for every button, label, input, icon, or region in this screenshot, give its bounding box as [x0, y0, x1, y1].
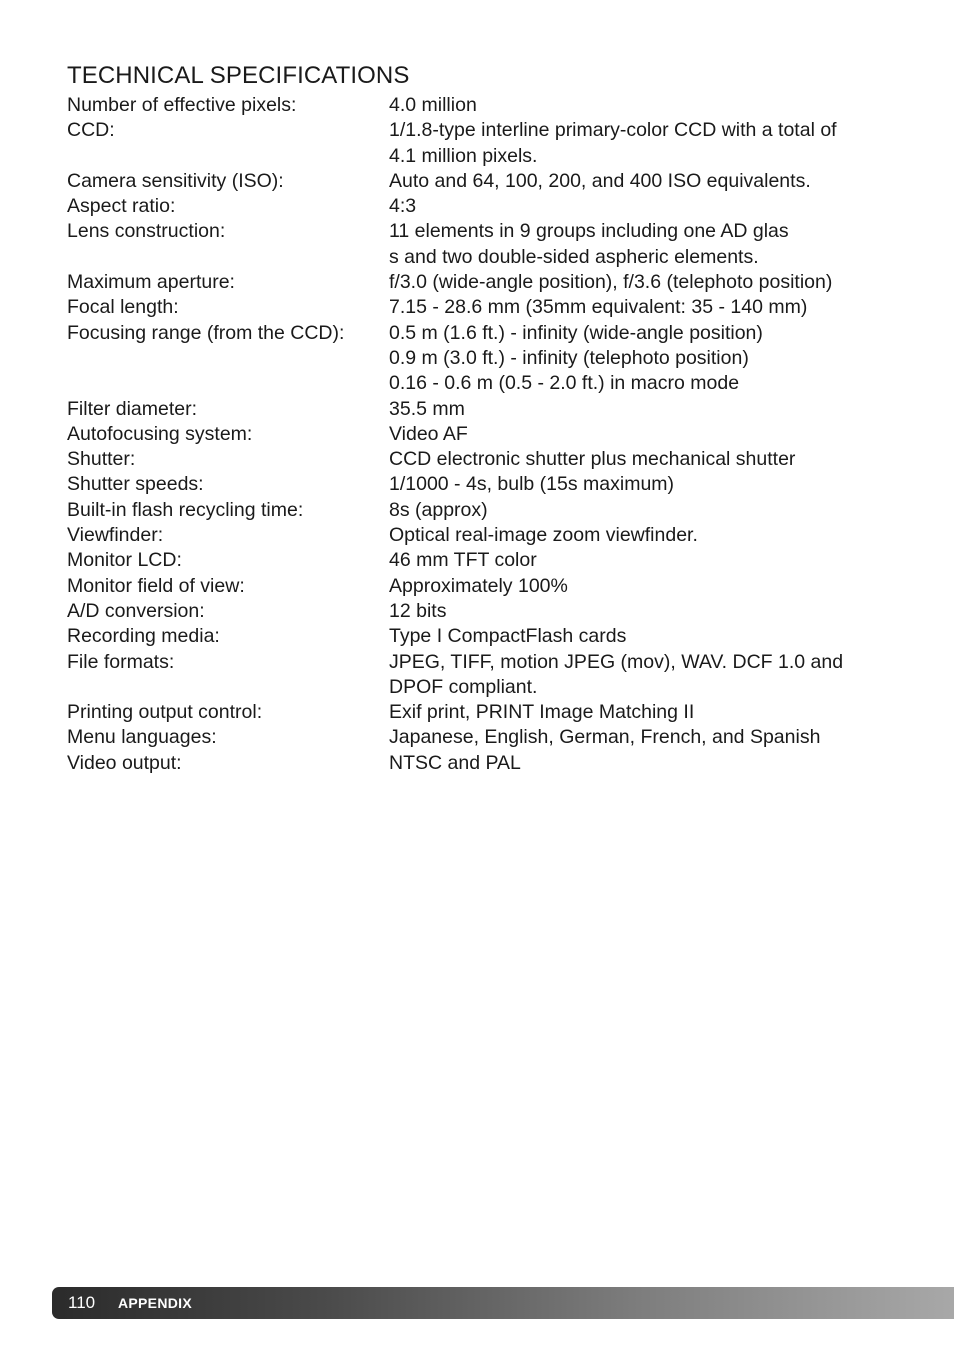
spec-value	[389, 624, 927, 649]
page-title: TECHNICAL SPECIFICATIONS	[67, 62, 410, 89]
spec-row	[67, 194, 927, 219]
spec-label: Camera sensitivity (ISO):	[67, 169, 284, 192]
spec-value-line: 46 mm TFT color	[389, 549, 537, 572]
spec-value-line: 4:3	[389, 195, 417, 218]
spec-row	[67, 599, 927, 624]
spec-label: Filter diameter:	[67, 397, 198, 420]
spec-value	[389, 523, 927, 548]
spec-value-line: CCD electronic shutter plus mechanical shutter	[389, 448, 796, 471]
spec-value-line: 0.5 m (1.6 ft.) - infinity (wide-angle position)	[389, 321, 763, 344]
spec-row	[67, 700, 927, 725]
spec-table	[67, 93, 927, 776]
spec-value	[389, 93, 927, 118]
spec-label: Recording media:	[67, 625, 220, 648]
spec-value-line: 12 bits	[389, 599, 447, 622]
spec-row	[67, 498, 927, 523]
spec-row	[67, 548, 927, 573]
spec-label: A/D conversion:	[67, 599, 205, 622]
spec-value	[389, 295, 927, 320]
spec-row	[67, 219, 927, 270]
spec-value-line: 8s (approx)	[389, 498, 488, 521]
spec-label: Viewfinder:	[67, 524, 164, 547]
spec-value	[389, 447, 927, 472]
spec-label: Video output:	[67, 751, 182, 774]
spec-value-line: NTSC and PAL	[389, 751, 521, 774]
spec-value	[389, 321, 927, 397]
spec-label: Maximum aperture:	[67, 271, 235, 294]
spec-value	[389, 472, 927, 497]
section-label: APPENDIX	[118, 1295, 192, 1311]
spec-value-line: Japanese, English, German, French, and Spanish	[389, 726, 821, 749]
spec-label: Shutter:	[67, 448, 136, 471]
spec-value	[389, 751, 927, 776]
spec-value-line: Exif print, PRINT Image Matching II	[389, 701, 695, 724]
spec-value-line: s and two double-sided aspheric elements.	[389, 245, 759, 268]
spec-label: Built-in flash recycling time:	[67, 498, 304, 521]
spec-value	[389, 599, 927, 624]
spec-value	[389, 194, 927, 219]
spec-value-line: 11 elements in 9 groups including one AD glas	[389, 220, 789, 243]
spec-label: Aspect ratio:	[67, 195, 176, 218]
spec-label: Number of effective pixels:	[67, 94, 297, 116]
spec-label: Shutter speeds:	[67, 473, 204, 496]
spec-value-line: 4.1 million pixels.	[389, 144, 538, 167]
spec-label: CCD:	[67, 119, 115, 142]
spec-value	[389, 725, 927, 750]
spec-value-line: 35.5 mm	[389, 397, 465, 420]
spec-row	[67, 169, 927, 194]
spec-value	[389, 219, 927, 270]
spec-value-line: 1/1000 - 4s, bulb (15s maximum)	[389, 473, 675, 496]
spec-row	[67, 472, 927, 497]
footer-bar	[52, 1287, 954, 1319]
spec-row	[67, 270, 927, 295]
spec-value-line: Type I CompactFlash cards	[389, 625, 627, 648]
spec-label: Monitor LCD:	[67, 549, 182, 572]
spec-row	[67, 422, 927, 447]
spec-row	[67, 624, 927, 649]
spec-value	[389, 118, 927, 169]
spec-value-line: DPOF compliant.	[389, 675, 538, 698]
spec-row	[67, 321, 927, 397]
spec-value	[389, 700, 927, 725]
spec-label: Lens construction:	[67, 220, 226, 243]
spec-value-line: JPEG, TIFF, motion JPEG (mov), WAV. DCF 1.0 and	[389, 650, 844, 673]
spec-value	[389, 397, 927, 422]
spec-value	[389, 548, 927, 573]
spec-value-line: 0.9 m (3.0 ft.) - infinity (telephoto position)	[389, 346, 749, 369]
spec-value	[389, 169, 927, 194]
spec-row	[67, 650, 927, 701]
spec-value	[389, 498, 927, 523]
spec-row	[67, 295, 927, 320]
spec-value-line: Optical real-image zoom viewfinder.	[389, 524, 698, 547]
spec-value-line: Auto and 64, 100, 200, and 400 ISO equivalents.	[389, 169, 811, 192]
spec-value	[389, 650, 927, 701]
spec-label: Autofocusing system:	[67, 422, 253, 445]
spec-value-line: 7.15 - 28.6 mm (35mm equivalent: 35 - 140 mm)	[389, 296, 808, 319]
spec-label: Printing output control:	[67, 701, 263, 724]
spec-row	[67, 725, 927, 750]
spec-label: Focal length:	[67, 296, 179, 319]
spec-value-line: f/3.0 (wide-angle position), f/3.6 (telephoto position)	[389, 271, 833, 294]
spec-row	[67, 118, 927, 169]
spec-value	[389, 270, 927, 295]
spec-value-line: 0.16 - 0.6 m (0.5 - 2.0 ft.) in macro mode	[389, 372, 740, 395]
spec-label: Monitor field of view:	[67, 574, 245, 597]
spec-value-line: Video AF	[389, 422, 468, 445]
spec-row	[67, 447, 927, 472]
spec-label: Focusing range (from the CCD):	[67, 321, 345, 344]
spec-row	[67, 397, 927, 422]
spec-value-line: 4.0 million	[389, 94, 477, 116]
spec-value	[389, 574, 927, 599]
spec-row	[67, 523, 927, 548]
spec-label: Menu languages:	[67, 726, 217, 749]
spec-value	[389, 422, 927, 447]
spec-row	[67, 751, 927, 776]
page-number: 110	[68, 1293, 96, 1312]
spec-row	[67, 574, 927, 599]
spec-row	[67, 93, 927, 118]
spec-value-line: Approximately 100%	[389, 574, 568, 597]
spec-value-line: 1/1.8-type interline primary-color CCD with a total of	[389, 119, 837, 142]
spec-label: File formats:	[67, 650, 175, 673]
